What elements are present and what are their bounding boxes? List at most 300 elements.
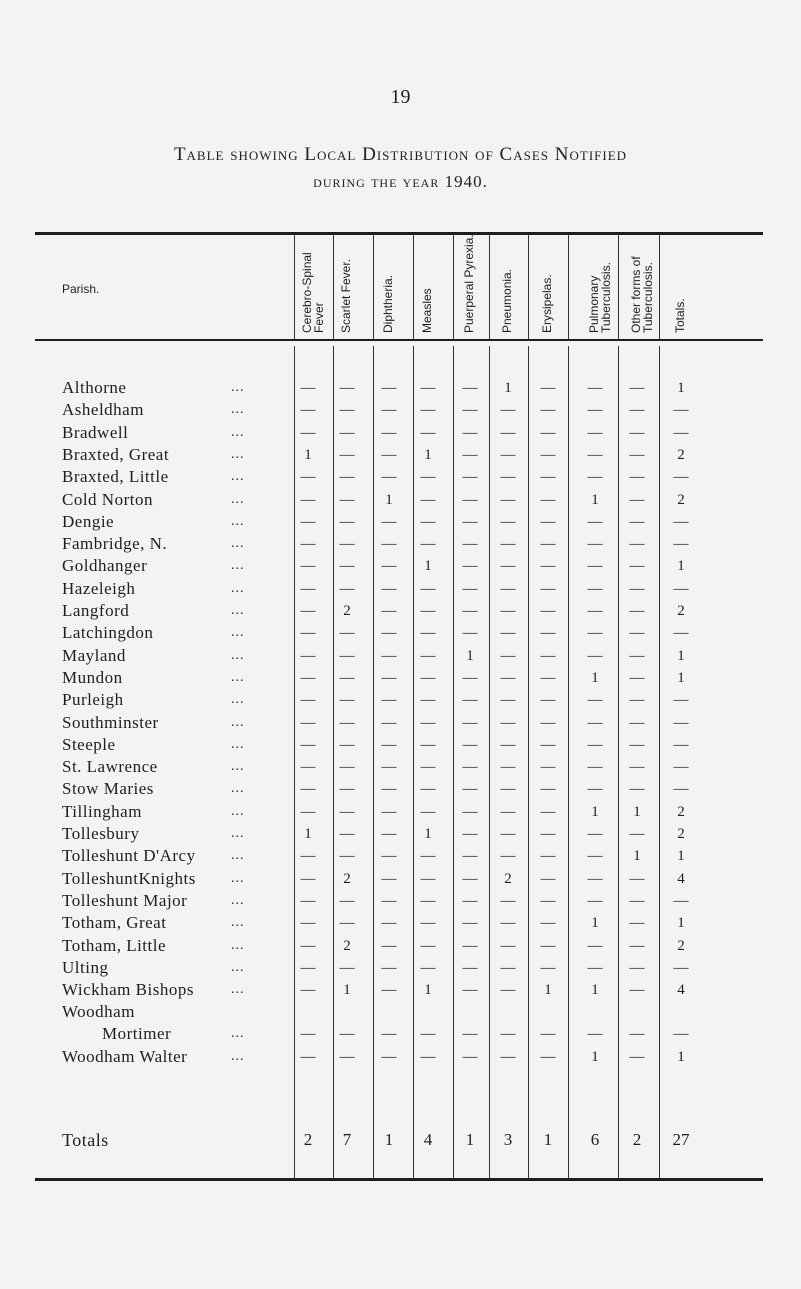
table-cell: — [420,669,436,686]
table-cell: — [300,603,316,619]
table-cell: — [673,692,689,709]
table-cell: — [462,536,478,553]
table-cell: — [462,937,478,954]
table-cell: — [300,669,316,686]
table-row [0,756,801,778]
parish-name: Langford [62,601,130,620]
table-cell: — [420,536,436,553]
table-cell: — [629,870,645,887]
table-cell: — [381,937,397,954]
table-cell: — [587,892,603,909]
table-cell: — [420,603,436,619]
table-cell: — [300,580,316,597]
table-cell: — [381,603,397,619]
table-cell: — [462,424,478,441]
table-cell: — [540,580,556,597]
parish-name: Mayland [62,645,126,665]
table-cell: — [587,781,603,798]
table-cell: — [420,469,436,486]
table-cell: — [462,714,478,731]
totals-cell: 1 [543,1130,553,1149]
table-cell: 4 [677,870,685,887]
table-subtitle: during the year 1940. [313,172,488,191]
table-cell: — [587,402,603,419]
leader-dots: ... [231,892,245,908]
table-row [0,555,801,577]
table-cell: — [587,759,603,776]
table-cell: — [587,603,603,619]
leader-dots: ... [231,536,245,552]
totals-cell: 27 [672,1130,690,1149]
header-col-5: Pneumonia. [500,268,514,333]
table-cell: — [462,491,478,508]
table-cell: — [462,692,478,709]
table-cell: — [339,424,355,441]
table-cell: — [587,446,603,463]
table-cell: — [629,714,645,731]
table-cell: — [300,870,316,887]
table-cell: — [300,982,316,999]
leader-dots: ... [231,692,245,708]
table-cell: 1 [424,558,432,575]
table-cell: 2 [343,870,351,887]
table-cell: — [587,536,603,553]
header-divider [373,235,374,339]
table-cell: — [381,915,397,932]
table-cell: 2 [504,870,512,887]
table-cell: — [300,759,316,776]
parish-name: Latchingdon [62,623,154,643]
table-cell: 1 [504,380,512,396]
table-cell: 1 [591,669,599,686]
table-cell: — [462,625,478,642]
table-cell: — [462,982,478,999]
table-cell: — [462,781,478,798]
leader-dots: ... [231,669,245,685]
leader-dots: ... [231,1049,245,1064]
table-cell: — [500,491,516,508]
table-cell: — [339,669,355,686]
table-cell: — [500,915,516,932]
parish-name: Dengie [62,511,115,531]
header-col-2: Diphtheria. [381,274,395,333]
table-cell: 1 [591,803,599,820]
table-cell: — [540,380,556,396]
header-divider [333,235,334,339]
parish-name: Stow Maries [62,779,154,799]
table-cell: — [587,380,603,396]
leader-dots: ... [231,469,245,485]
table-cell: — [500,937,516,954]
table-cell: — [300,848,316,865]
parish-name: Woodham [62,1002,135,1022]
table-cell: — [300,536,316,553]
header-parish: Parish. [62,282,100,296]
parish-name: Southminster [62,712,159,732]
table-cell: — [381,692,397,709]
header-col-9: Totals. [673,298,687,333]
table-cell: — [629,959,645,976]
table-cell: — [540,759,556,776]
table-cell: — [381,848,397,865]
table-cell: 2 [677,826,685,842]
table-cell: — [381,736,397,753]
table-row [0,511,801,533]
table-cell: — [500,692,516,709]
table-cell: — [673,781,689,798]
table-cell: — [540,469,556,486]
table-cell: — [587,848,603,865]
table-cell: — [381,714,397,731]
header-col-8: Other forms of Tuberculosis. [629,256,655,333]
table-cell: — [500,469,516,486]
parish-name: Totham, Great [62,913,167,933]
table-cell: — [381,380,397,396]
table-cell: — [500,892,516,909]
parish-name: Wickham Bishops [62,980,194,1000]
table-cell: 2 [343,603,351,619]
table-cell: — [673,714,689,731]
table-cell: — [381,826,397,842]
table-cell: — [500,714,516,731]
table-row [0,778,801,800]
totals-cell: 1 [465,1130,475,1149]
table-cell: — [629,937,645,954]
table-title: Table showing Local Distribution of Cases Notified [173,144,628,165]
table-cell: — [540,736,556,753]
parish-name: Tolleshunt D'Arcy [62,846,196,866]
table-cell: — [420,736,436,753]
leader-dots: ... [231,982,245,998]
table-cell: — [500,1049,516,1065]
totals-cell: 1 [384,1130,394,1149]
parish-name: Mundon [62,667,123,687]
table-cell: — [540,491,556,508]
table-cell: — [540,558,556,575]
table-cell: — [381,781,397,798]
table-cell: — [587,513,603,530]
table-cell: — [500,625,516,642]
table-cell: — [300,402,316,419]
table-cell: — [339,892,355,909]
table-cell: — [500,781,516,798]
table-row [0,377,801,399]
table-cell: 1 [385,491,393,508]
table-cell: — [673,402,689,419]
totals-rule [35,1178,763,1181]
table-cell: — [540,803,556,820]
table-cell: — [673,469,689,486]
table-row [0,1046,801,1068]
totals-cell: 4 [423,1130,433,1149]
table-cell: — [540,625,556,642]
table-cell: 1 [544,982,552,999]
table-cell: — [339,714,355,731]
table-cell: 1 [677,848,685,865]
leader-dots: ... [231,625,245,641]
table-cell: — [300,736,316,753]
leader-dots: ... [231,803,245,819]
table-row [0,957,801,979]
table-cell: — [500,402,516,419]
totals-cell: 2 [632,1130,642,1149]
table-cell: 4 [677,982,685,999]
table-cell: — [540,603,556,619]
table-cell: — [629,536,645,553]
table-cell: — [420,402,436,419]
table-cell: 2 [677,803,685,820]
header-divider [568,235,569,339]
table-cell: 1 [677,380,685,396]
table-cell: 1 [304,446,312,463]
table-row [0,979,801,1001]
table-row [0,667,801,689]
parish-name: Ulting [62,957,109,977]
table-cell: — [420,892,436,909]
table-cell: — [462,469,478,486]
table-cell: — [540,1049,556,1065]
table-cell: — [462,558,478,575]
table-cell: — [462,669,478,686]
parish-name: St. Lawrence [62,757,158,777]
table-cell: — [540,848,556,865]
leader-dots: ... [231,714,245,730]
table-cell: — [500,803,516,820]
table-cell: — [587,714,603,731]
table-cell: — [339,625,355,642]
table-cell: 1 [304,826,312,842]
table-cell: — [300,692,316,709]
table-cell: — [462,380,478,396]
table-cell: — [629,402,645,419]
table-cell: — [587,692,603,709]
table-cell: — [500,669,516,686]
leader-dots: ... [231,491,245,507]
table-cell: — [587,959,603,976]
table-cell: 1 [677,915,685,932]
table-cell: — [540,692,556,709]
table-cell: — [300,803,316,820]
table-cell: — [629,736,645,753]
table-cell: — [381,803,397,820]
totals-cell: 7 [342,1130,352,1149]
table-cell: — [300,424,316,441]
table-cell: — [673,1026,689,1043]
table-cell: — [381,959,397,976]
table-cell: — [500,424,516,441]
table-cell: — [629,692,645,709]
header-col-6: Erysipelas. [540,274,554,333]
table-cell: 2 [343,937,351,954]
table-cell: — [381,402,397,419]
table-cell: — [500,446,516,463]
table-cell: — [300,625,316,642]
table-cell: 1 [677,669,685,686]
table-cell: — [381,513,397,530]
table-cell: — [540,937,556,954]
table-cell: — [500,558,516,575]
table-row [0,466,801,488]
table-cell: — [629,491,645,508]
table-cell: — [339,736,355,753]
header-divider [618,235,619,339]
header-divider [489,235,490,339]
table-row [0,399,801,421]
table-cell: — [339,491,355,508]
table-cell: — [540,892,556,909]
header-divider [294,235,295,339]
table-cell: — [420,513,436,530]
table-cell: — [587,647,603,664]
table-cell: — [300,513,316,530]
table-cell: — [629,380,645,396]
leader-dots: ... [231,580,245,596]
table-cell: — [300,959,316,976]
table-cell: — [587,870,603,887]
parish-name-line2: Mortimer [102,1024,172,1044]
table-cell: — [339,402,355,419]
table-cell: — [420,580,436,597]
header-divider [528,235,529,339]
table-cell: — [462,759,478,776]
parish-name: Fambridge, N. [62,534,168,554]
table-cell: 1 [591,982,599,999]
table-cell: — [420,424,436,441]
table-cell: — [300,558,316,575]
table-cell: — [540,1026,556,1043]
table-cell: — [500,959,516,976]
table-cell: 1 [677,558,685,575]
table-cell: — [420,781,436,798]
leader-dots: ... [231,736,245,752]
parish-name: Goldhanger [62,556,148,576]
table-cell: — [540,513,556,530]
table-cell: — [339,1049,355,1065]
parish-name: Asheldham [62,400,144,420]
table-cell: — [629,1049,645,1065]
leader-dots: ... [231,915,245,931]
parish-name: Bradwell [62,422,129,442]
table-cell: — [629,982,645,999]
table-cell: — [500,647,516,664]
table-cell: — [629,759,645,776]
table-row [0,1001,801,1044]
table-row [0,645,801,667]
table-row [0,845,801,867]
table-cell: — [420,803,436,820]
table-cell: — [629,1026,645,1043]
table-cell: — [587,826,603,842]
table-cell: — [629,781,645,798]
table-cell: 2 [677,446,685,463]
parish-name: Purleigh [62,690,124,710]
table-cell: — [339,826,355,842]
totals-cell: 6 [590,1130,600,1149]
table-cell: — [540,870,556,887]
parish-name: Tillingham [62,801,142,821]
parish-name: TolleshuntKnights [62,868,196,888]
table-cell: — [462,870,478,887]
table-cell: — [339,536,355,553]
table-cell: — [540,826,556,842]
table-cell: — [339,647,355,664]
table-cell: — [462,1049,478,1065]
table-cell: — [420,870,436,887]
table-cell: 1 [466,647,474,664]
table-cell: — [300,937,316,954]
table-cell: — [500,536,516,553]
header-col-4: Puerperal Pyrexia. [462,234,476,333]
table-cell: — [381,469,397,486]
table-cell: — [300,714,316,731]
table-cell: — [300,647,316,664]
table-cell: — [629,469,645,486]
totals-cell: 3 [503,1130,513,1149]
table-cell: — [500,603,516,619]
table-cell: — [420,848,436,865]
leader-dots: ... [231,446,245,462]
parish-name: Braxted, Little [62,467,169,487]
table-row [0,622,801,644]
table-cell: — [381,759,397,776]
table-cell: — [420,959,436,976]
table-cell: — [673,736,689,753]
header-divider [659,235,660,339]
table-row [0,578,801,600]
table-cell: — [629,424,645,441]
table-row [0,533,801,555]
table-cell: — [587,1026,603,1043]
table-cell: — [381,870,397,887]
table-cell: — [500,848,516,865]
header-col-1: Scarlet Fever. [339,258,353,333]
table-cell: — [500,826,516,842]
table-cell: — [339,915,355,932]
header-divider [413,235,414,339]
header-col-3: Measles [420,288,434,333]
table-cell: — [462,892,478,909]
table-cell: — [420,937,436,954]
table-cell: — [420,1026,436,1043]
table-cell: 1 [677,1049,685,1065]
table-cell: — [500,736,516,753]
parish-name: Althorne [62,378,127,397]
table-cell: — [587,937,603,954]
table-cell: — [673,513,689,530]
leader-dots: ... [231,848,245,864]
table-cell: — [673,580,689,597]
table-cell: — [381,536,397,553]
leader-dots: ... [231,513,245,529]
parish-name: Tolleshunt Major [62,890,188,910]
table-cell: 1 [633,848,641,865]
table-cell: — [420,692,436,709]
table-cell: 1 [633,803,641,820]
table-cell: — [629,625,645,642]
table-row [0,689,801,711]
table-cell: — [540,959,556,976]
table-cell: 1 [343,982,351,999]
table-cell: — [381,625,397,642]
leader-dots: ... [231,1026,245,1042]
table-cell: — [540,714,556,731]
table-cell: — [462,1026,478,1043]
parish-name: Hazeleigh [62,578,136,598]
table-cell: — [420,714,436,731]
table-cell: 1 [677,647,685,664]
parish-name: Steeple [62,734,116,754]
table-cell: — [339,759,355,776]
